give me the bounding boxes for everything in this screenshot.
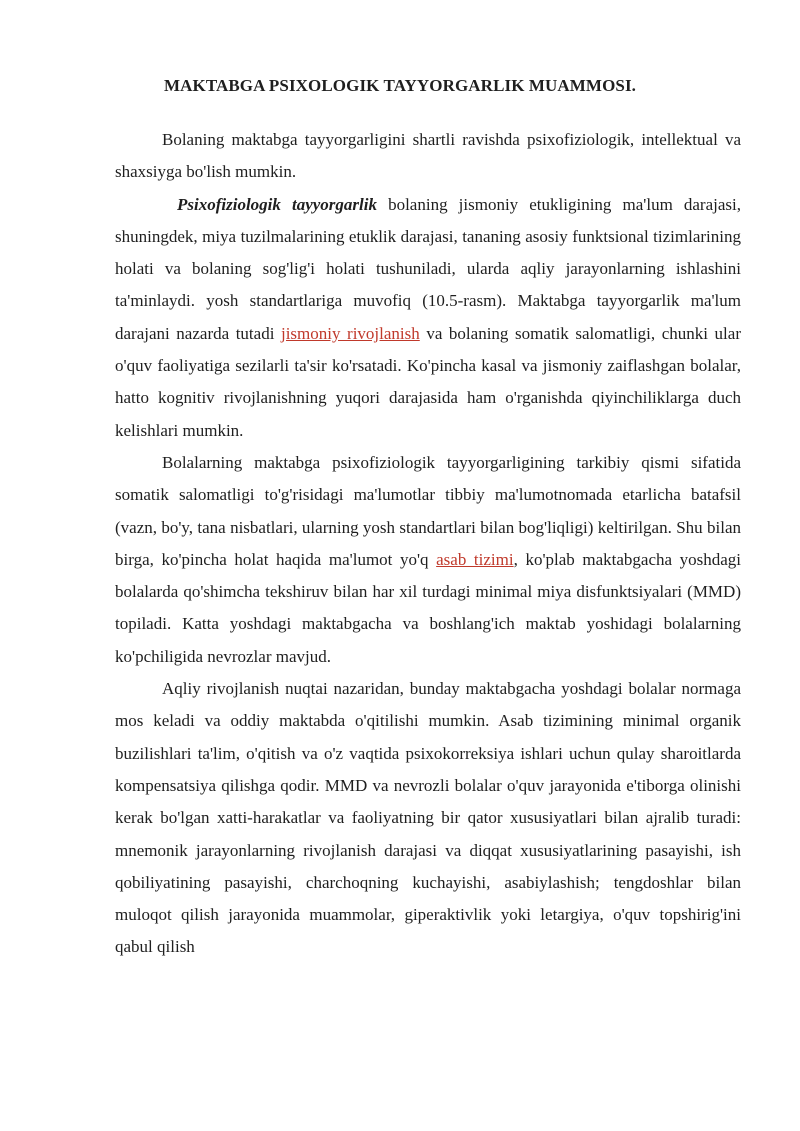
paragraph-2-text-a: bolaning jismoniy etukligining ma'lum darajasi, shuningdek, miya tuzilmalarining etuklik darajasi, tananing asosiy funktsional tizimlarining holati va bolaning sog'lig'i holati tushuniladi, ularda aqliy jarayonlarning ishlashini ta'minlaydi. yosh standartlariga muvofiq (10.5-rasm). Maktabga tayyorgarlik ma'lum darajani nazarda tutadi [115, 194, 741, 343]
term-psixofiziologik-tayyorgarlik: Psixofiziologik tayyorgarlik [177, 194, 377, 214]
link-asab-tizimi[interactable]: asab tizimi [436, 549, 514, 569]
paragraph-3 [115, 447, 741, 673]
paragraph-3-text-b: , ko'plab maktabgacha yoshdagi bolalarda qo'shimcha tekshiruv bilan har xil turdagi minimal miya disfunktsiyalari (MMD) topiladi. Katta yoshdagi maktabgacha va boshlang'ich maktab yoshidagi bolalarning ko'pchiligida nevrozlar mavjud. [115, 549, 742, 666]
paragraph-4: Aqliy rivojlanish nuqtai nazaridan, bunday maktabgacha yoshdagi bolalar normaga mos keladi va oddiy maktabda o'qitilishi mumkin. Asab tizimining minimal organik buzilishlari ta'lim, o'qitish va o'z vaqtida psixokorreksiya ishlari uchun qulay sharoitlarda kompensatsiya qilishga qodir. MMD va nevrozli bolalar o'quv jarayonida e'tiborga olinishi kerak bo'lgan xatti-harakatlar va faoliyatning bir qator xususiyatlari bilan ajralib turadi: mnemonik jarayonlarning rivojlanish darajasi va diqqat xususiyatlarining pasayishi, ish qobiliyatining pasayishi, charchoqning kuchayishi, asabiylashish; tengdoshlar bilan muloqot qilish jarayonida muammolar, giperaktivlik yoki letargiya, o'quv topshirig'ini qabul qilish [115, 679, 741, 957]
paragraph-3-text-a: Bolalarning maktabga psixofiziologik tayyorgarligining tarkibiy qismi sifatida somatik salomatligi to'g'risidagi ma'lumotlar tibbiy ma'lumotnomada etarlicha batafsil (vazn, bo'y, tana nisbatlari, ularning yosh standartlari bilan bog'liqligi) keltirilgan. Shu bilan birga, ko'pincha holat haqida ma'lumot yo'q [115, 452, 741, 569]
document-title: MAKTABGA PSIXOLOGIK TAYYORGARLIK MUAMMOSI. [163, 76, 637, 95]
document-body [115, 124, 741, 964]
paragraph-2-text-b: va bolaning somatik salomatligi, chunki ular o'quv faoliyatiga sezilarli ta'sir ko'rsatadi. Ko'pincha kasal va jismoniy zaiflashgan bolalar, hatto kognitiv rivojlanishning yuqori darajasida ham o'rganishda qiyinchiliklarga duch kelishlari mumkin. [115, 323, 741, 440]
link-jismoniy-rivojlanish[interactable]: jismoniy rivojlanish [280, 323, 420, 343]
paragraph-1: Bolaning maktabga tayyorgarligini shartli ravishda psixofiziologik, intellektual va shaxsiyga bo'lish mumkin. [115, 130, 741, 182]
paragraph-2 [115, 189, 741, 447]
